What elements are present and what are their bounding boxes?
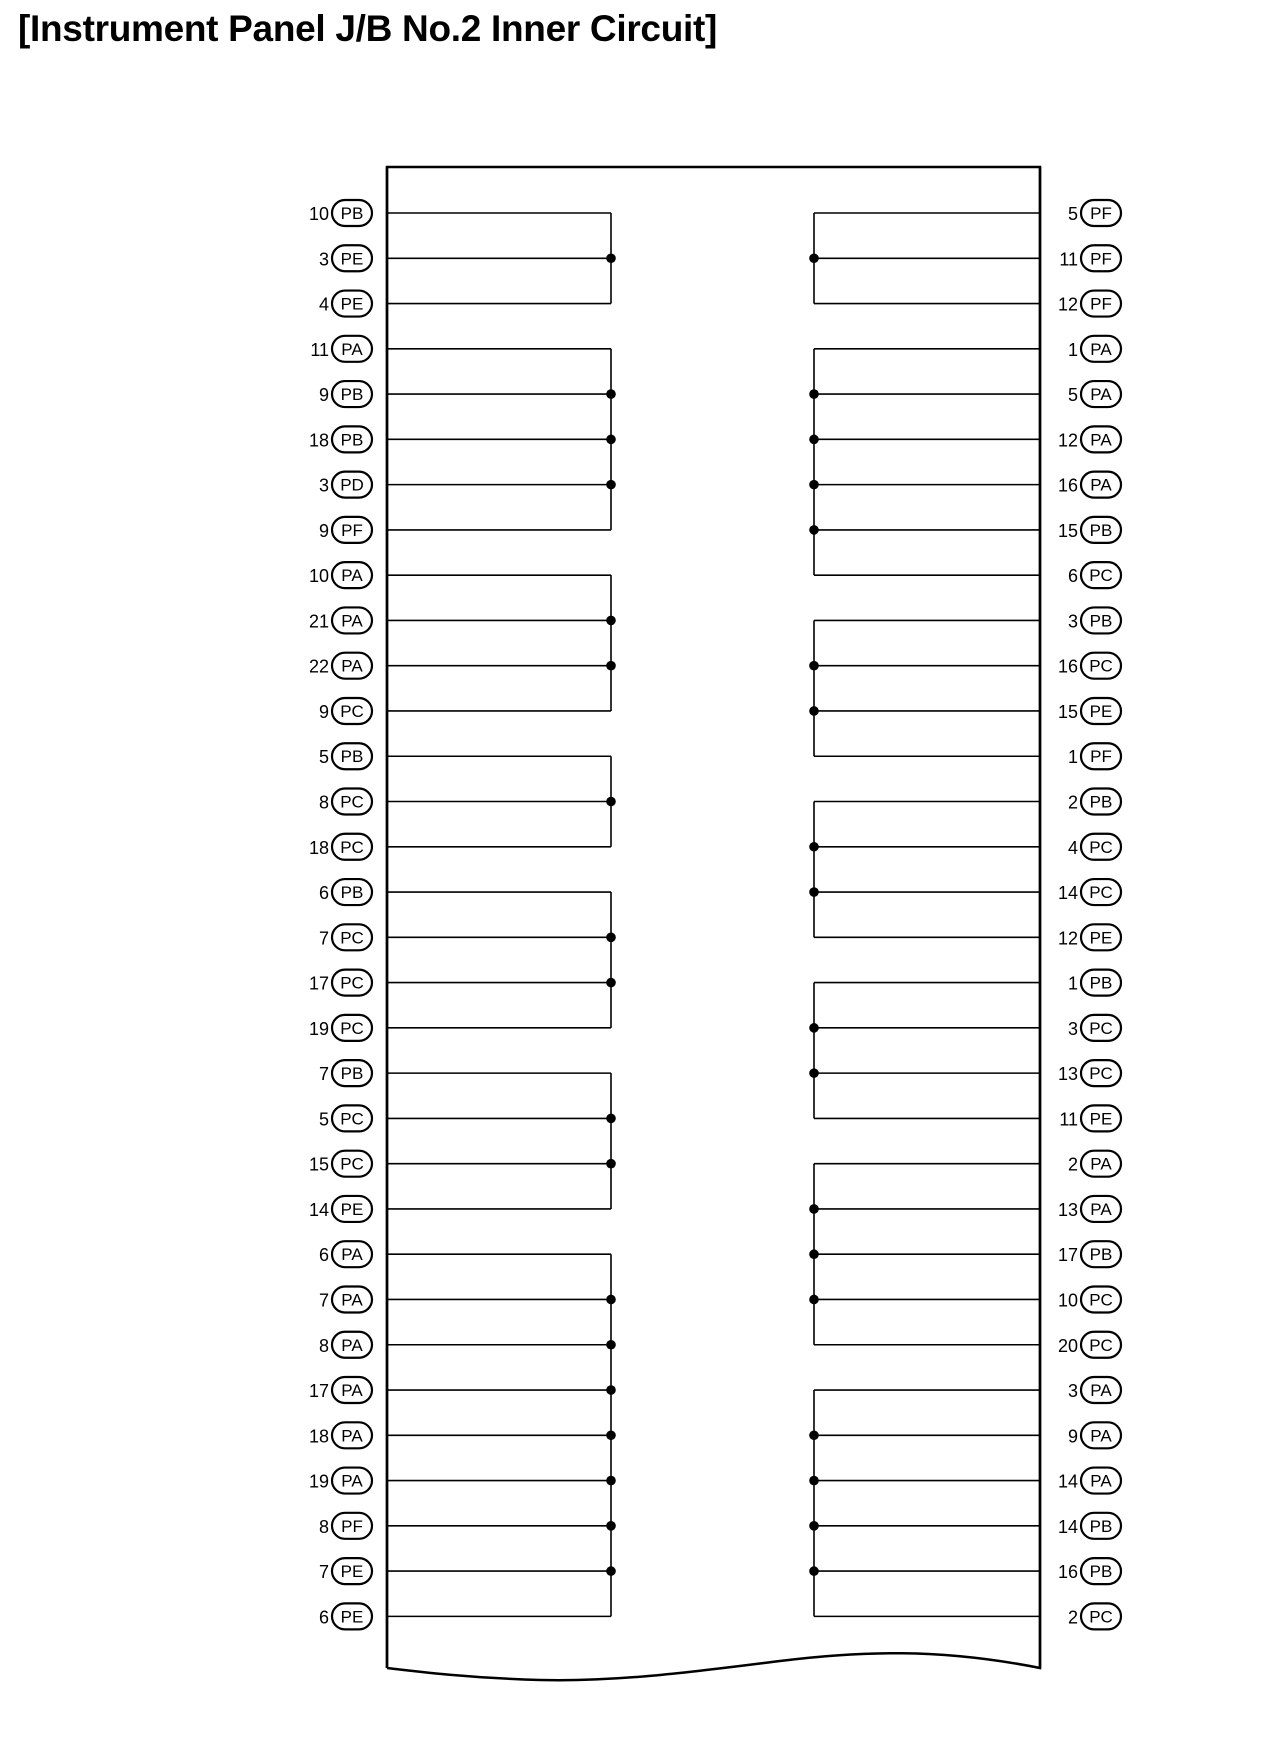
left-pin-number: 19 (308, 1018, 329, 1039)
left-connector-code: PA (341, 1290, 363, 1310)
left-junction-dot (606, 1385, 616, 1395)
left-pin-number: 10 (308, 566, 329, 587)
left-pin-number: 11 (310, 339, 329, 360)
right-pin-number: 3 (1067, 1381, 1078, 1402)
right-connector-code: PC (1089, 1335, 1113, 1355)
left-connector-code: PA (341, 566, 363, 586)
left-junction-dot (606, 1114, 616, 1124)
right-junction-dot (809, 1476, 819, 1486)
right-pin-number: 20 (1057, 1335, 1078, 1356)
right-pin-number: 11 (1059, 249, 1078, 270)
right-pin-number: 2 (1067, 1607, 1078, 1628)
right-pin-number: 4 (1067, 837, 1078, 858)
right-connector-code: PC (1089, 1607, 1113, 1627)
right-pin-number: 3 (1067, 1018, 1078, 1039)
left-pin-number: 19 (308, 1471, 329, 1492)
left-junction-dot (606, 1566, 616, 1576)
right-pin-number: 14 (1057, 1516, 1078, 1537)
right-connector-code: PE (1089, 1109, 1113, 1129)
left-junction-dot (606, 389, 616, 399)
right-connector-code: PB (1089, 792, 1113, 812)
left-connector-code: PC (340, 973, 364, 993)
left-pin-number: 15 (308, 1154, 329, 1175)
left-connector-code: PE (340, 1607, 364, 1627)
right-junction-dot (809, 253, 819, 263)
left-connector-code: PA (341, 1335, 363, 1355)
right-connector-code: PB (1089, 973, 1113, 993)
right-connector-code: PB (1089, 1516, 1113, 1536)
right-pin-number: 5 (1067, 385, 1078, 406)
left-pin-number: 21 (308, 611, 329, 632)
right-connector-code: PA (1090, 430, 1112, 450)
left-connector-code: PA (341, 656, 363, 676)
right-connector-code: PF (1090, 294, 1112, 314)
left-pin-number: 5 (318, 1109, 329, 1130)
left-pin-number: 14 (308, 1199, 329, 1220)
left-connector-code: PB (340, 1064, 364, 1084)
right-junction-dot (809, 525, 819, 535)
left-connector-code: PB (340, 385, 364, 405)
left-pin-number: 4 (318, 294, 329, 315)
right-connector-code: PF (1090, 204, 1112, 223)
left-pin-number: 18 (308, 430, 329, 451)
left-junction-dot (606, 1295, 616, 1305)
left-connector-code: PE (340, 1199, 364, 1219)
right-pin-number: 12 (1057, 430, 1078, 451)
right-junction-dot (809, 1430, 819, 1440)
left-pin-number: 9 (318, 520, 329, 541)
right-pin-number: 5 (1067, 204, 1078, 224)
left-connector-code: PA (341, 611, 363, 631)
right-pin-number: 17 (1057, 1245, 1078, 1266)
right-connector-code: PC (1089, 656, 1113, 676)
left-connector-code: PC (340, 1109, 364, 1129)
left-connector-code: PC (340, 701, 364, 721)
left-pin-number: 3 (318, 249, 329, 270)
right-junction-dot (809, 1068, 819, 1078)
left-connector-code: PA (341, 1245, 363, 1265)
left-junction-dot (606, 661, 616, 671)
left-pin-number: 9 (318, 385, 329, 406)
right-pin-number: 16 (1057, 656, 1078, 677)
right-pin-number: 13 (1057, 1064, 1078, 1085)
right-junction-dot (809, 1521, 819, 1531)
left-connector-code: PC (340, 1018, 364, 1038)
left-junction-dot (606, 1159, 616, 1169)
left-junction-dot (606, 797, 616, 807)
left-pin-number: 6 (318, 1245, 329, 1266)
right-connector-code: PA (1090, 385, 1112, 405)
right-connector-code: PB (1089, 1245, 1113, 1265)
left-pin-number: 8 (318, 1516, 329, 1537)
right-connector-code: PC (1089, 1064, 1113, 1084)
right-pin-number: 6 (1067, 566, 1078, 587)
right-pin-number: 9 (1067, 1426, 1078, 1447)
right-pin-number: 14 (1057, 1471, 1078, 1492)
right-pin-number: 1 (1067, 339, 1078, 360)
left-connector-code: PF (341, 1516, 363, 1536)
right-connector-code: PA (1090, 1471, 1112, 1491)
right-connector-code: PA (1090, 475, 1112, 495)
right-pin-number: 2 (1067, 792, 1078, 813)
right-connector-code: PF (1090, 249, 1112, 269)
right-junction-dot (809, 1295, 819, 1305)
left-junction-dot (606, 1521, 616, 1531)
left-connector-code: PC (340, 837, 364, 857)
right-pin-number: 1 (1067, 973, 1078, 994)
right-pin-number: 3 (1067, 611, 1078, 632)
right-junction-dot (809, 1249, 819, 1259)
right-junction-dot (809, 706, 819, 716)
left-pin-number: 6 (318, 1607, 329, 1628)
left-connector-code: PC (340, 928, 364, 948)
right-connector-code: PA (1090, 1381, 1112, 1401)
left-connector-code: PE (340, 249, 364, 269)
right-junction-dot (809, 480, 819, 490)
right-connector-code: PC (1089, 837, 1113, 857)
left-connector-code: PB (340, 430, 364, 450)
left-connector-code: PB (340, 883, 364, 903)
right-pin-number: 13 (1057, 1199, 1078, 1220)
right-junction-dot (809, 435, 819, 445)
left-pin-number: 9 (318, 701, 329, 722)
left-pin-number: 17 (308, 973, 329, 994)
left-pin-number: 8 (318, 1335, 329, 1356)
page-title: [Instrument Panel J/B No.2 Inner Circuit] (18, 8, 718, 49)
left-connector-code: PF (341, 520, 363, 540)
right-junction-dot (809, 389, 819, 399)
left-junction-dot (606, 480, 616, 490)
right-pin-number: 14 (1057, 883, 1078, 904)
left-pin-number: 5 (318, 747, 329, 768)
left-connector-code: PC (340, 792, 364, 812)
right-junction-dot (809, 1204, 819, 1214)
right-connector-code: PA (1090, 339, 1112, 359)
left-pin-number: 7 (318, 1290, 329, 1311)
right-connector-code: PA (1090, 1199, 1112, 1219)
left-junction-dot (606, 1476, 616, 1486)
left-junction-dot (606, 1340, 616, 1350)
left-connector-code: PA (341, 1426, 363, 1446)
right-pin-number: 16 (1057, 1562, 1078, 1583)
left-pin-number: 10 (308, 204, 329, 224)
left-junction-dot (606, 1430, 616, 1440)
right-connector-code: PB (1089, 611, 1113, 631)
right-pin-number: 16 (1057, 475, 1078, 496)
left-pin-number: 6 (318, 883, 329, 904)
right-connector-code: PC (1089, 566, 1113, 586)
right-junction-dot (809, 1023, 819, 1033)
left-pin-number: 18 (308, 837, 329, 858)
right-connector-code: PF (1090, 747, 1112, 767)
left-connector-code: PD (340, 475, 364, 495)
right-pin-number: 12 (1057, 294, 1078, 315)
right-pin-number: 12 (1057, 928, 1078, 949)
right-junction-dot (809, 842, 819, 852)
left-pin-number: 17 (308, 1381, 329, 1402)
right-pin-number: 15 (1057, 520, 1078, 541)
right-pin-number: 15 (1057, 701, 1078, 722)
left-connector-code: PB (340, 747, 364, 767)
right-pin-number: 1 (1067, 747, 1078, 768)
left-pin-number: 22 (308, 656, 329, 677)
right-pin-number: 2 (1067, 1154, 1078, 1175)
left-connector-code: PC (340, 1154, 364, 1174)
left-pin-number: 7 (318, 1562, 329, 1583)
right-junction-dot (809, 1566, 819, 1576)
right-connector-code: PB (1089, 1562, 1113, 1582)
left-junction-dot (606, 933, 616, 943)
right-connector-code: PB (1089, 520, 1113, 540)
left-pin-number: 7 (318, 1064, 329, 1085)
right-connector-code: PE (1089, 928, 1113, 948)
left-pin-number: 18 (308, 1426, 329, 1447)
left-junction-dot (606, 616, 616, 626)
left-junction-dot (606, 978, 616, 988)
right-connector-code: PA (1090, 1426, 1112, 1446)
left-connector-code: PE (340, 1562, 364, 1582)
right-pin-number: 11 (1059, 1109, 1078, 1130)
right-connector-code: PE (1089, 701, 1113, 721)
left-connector-code: PA (341, 1471, 363, 1491)
left-connector-code: PB (340, 204, 364, 223)
right-pin-number: 10 (1057, 1290, 1078, 1311)
right-junction-dot (809, 661, 819, 671)
left-pin-number: 7 (318, 928, 329, 949)
left-connector-code: PE (340, 294, 364, 314)
right-connector-code: PC (1089, 1018, 1113, 1038)
right-connector-code: PC (1089, 1290, 1113, 1310)
left-connector-code: PA (341, 339, 363, 359)
left-junction-dot (606, 253, 616, 263)
right-junction-dot (809, 887, 819, 897)
right-connector-code: PC (1089, 883, 1113, 903)
right-connector-code: PA (1090, 1154, 1112, 1174)
left-junction-dot (606, 435, 616, 445)
left-connector-code: PA (341, 1381, 363, 1401)
left-pin-number: 8 (318, 792, 329, 813)
left-pin-number: 3 (318, 475, 329, 496)
